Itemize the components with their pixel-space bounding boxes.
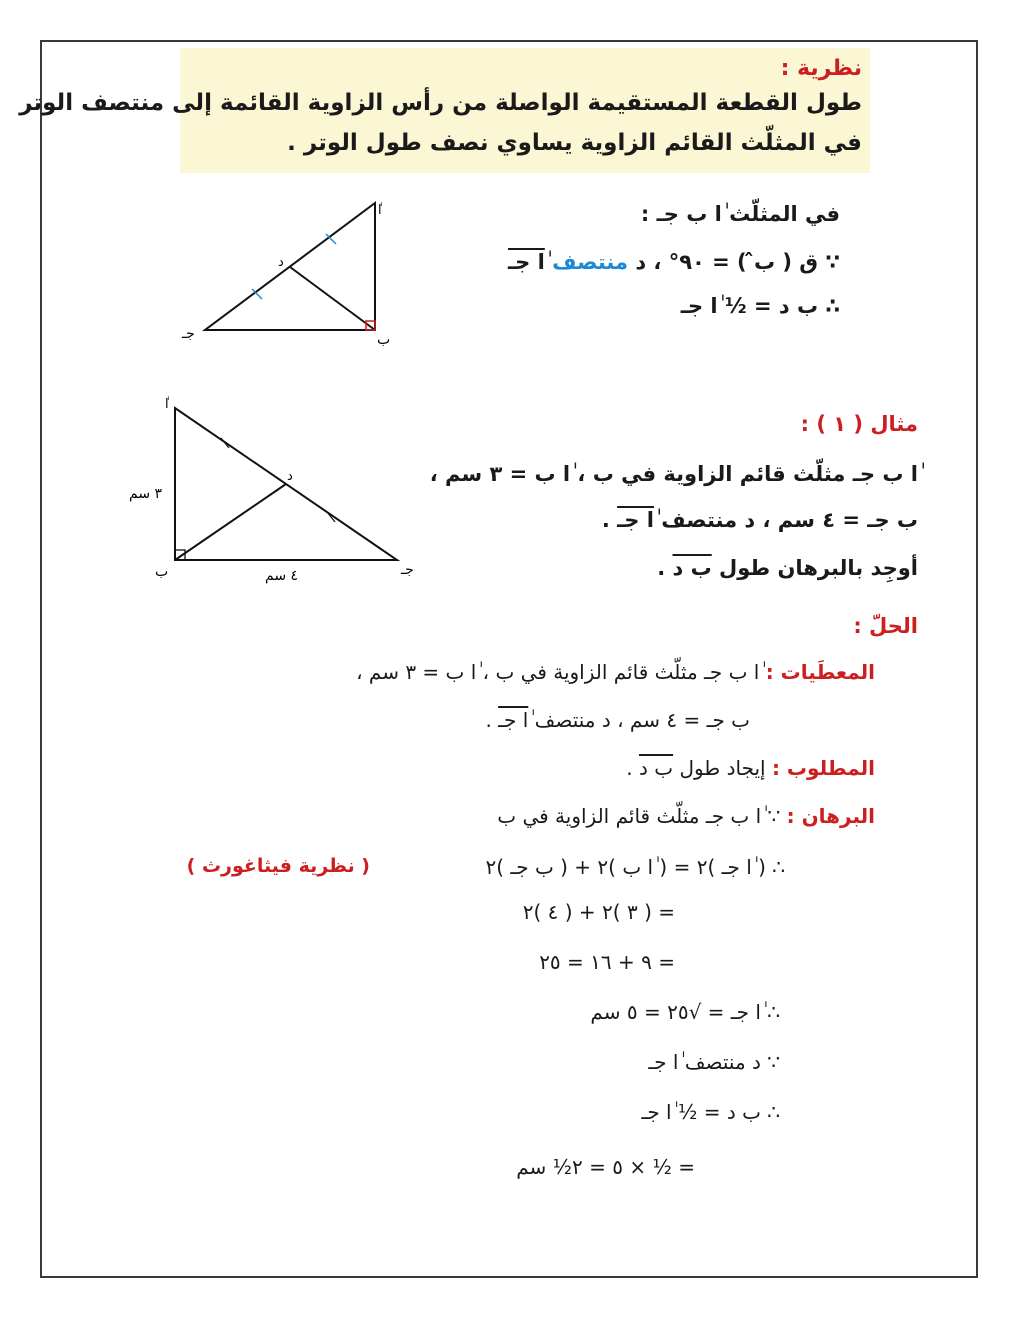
proof-step-6: ∴ ب د = ½ ٰا جـ — [641, 1100, 780, 1124]
example-bc-length: ٤ سم — [265, 568, 299, 584]
solution-title: الحلّ : — [853, 614, 918, 638]
triangle1-result: ∴ ب د = ½ ٰا جـ — [680, 294, 840, 318]
given-line-2 — [485, 708, 750, 732]
example-line-2 — [602, 508, 918, 532]
example-figure — [125, 390, 425, 590]
given-segment: ٰا جـ — [498, 708, 529, 732]
triangle1-label-a: ٰا — [378, 203, 382, 218]
example-line3-segment: ب د — [672, 556, 712, 580]
example-line3-prefix: أوجِد بالبرهان طول — [719, 556, 918, 580]
given-text-1: ٰا ب جـ مثلّث قائم الزاوية في ب ، ٰا ب = ٣ سم ، — [356, 660, 760, 684]
triangle1-given-prefix: ∵ ق ( ب̂ ) = ٩٠° ، د — [635, 250, 840, 274]
required-label: المطلوب : — [771, 756, 875, 780]
example-label-c: جـ — [401, 562, 414, 578]
required-segment: ب د — [638, 756, 674, 780]
theorem-line-2: في المثلّث القائم الزاوية يساوي نصف طول الوتر . — [287, 130, 862, 156]
proof-text-1: ∵ ٰا ب جـ مثلّث قائم الزاوية في ب — [497, 804, 781, 828]
example-line3-end: . — [657, 556, 666, 580]
example-line-3 — [657, 556, 918, 580]
example-label-b: ب — [155, 564, 169, 580]
proof-step-1: ∴ ( ٰا جـ )٢ = ( ٰا ب )٢ + ( ب جـ )٢ — [485, 855, 785, 879]
example-title: مثال ( ١ ) : — [800, 412, 918, 436]
triangle1-given-keyword: منتصف — [552, 250, 628, 274]
triangle1-median — [290, 267, 375, 330]
example-label-d: د — [287, 469, 293, 484]
triangle1-given-segment: ٰا جـ — [508, 250, 545, 274]
given-line-1 — [356, 660, 875, 684]
theorem-title: نظرية : — [780, 56, 862, 81]
example-label-a: ٰا — [165, 397, 169, 412]
required-prefix: إيجاد طول — [679, 756, 766, 780]
given-label: المعطَيات : — [765, 660, 875, 684]
proof-label: البرهان : — [786, 804, 875, 828]
example-line2-prefix: ب جـ = ٤ سم ، د منتصف — [661, 508, 918, 532]
triangle1-label-d: د — [278, 255, 284, 270]
proof-step-5: ∵ د منتصف ٰا جـ — [648, 1050, 780, 1074]
example-line-1: ٰا ب جـ مثلّث قائم الزاوية في ب ، ٰا ب = ٣ سم ، — [429, 462, 918, 486]
proof-line-1 — [497, 804, 875, 828]
example-ab-length: ٣ سم — [129, 486, 163, 502]
pythagoras-note: ( نظرية فيثاغورث ) — [186, 855, 370, 877]
proof-step-4: ∴ ٰا جـ = √٢٥ = ٥ سم — [590, 1000, 780, 1024]
example-line2-end: . — [601, 508, 610, 532]
proof-step-7: = ½ × ٥ = ٢½ سم — [516, 1155, 695, 1179]
triangle1-given — [508, 250, 840, 274]
proof-step-3: = ٩ + ١٦ = ٢٥ — [539, 950, 675, 974]
triangle1-label-c: جـ — [182, 326, 195, 342]
required-end: . — [626, 756, 633, 780]
theorem-line-1: طول القطعة المستقيمة الواصلة من رأس الزاوية القائمة إلى منتصف الوتر — [19, 90, 862, 116]
triangle1-figure — [170, 190, 410, 350]
required-line — [626, 756, 875, 780]
proof-step-2: = ( ٣ )٢ + ( ٤ )٢ — [522, 900, 675, 924]
given-end: . — [485, 708, 492, 732]
example-line2-segment: ٰا جـ — [617, 508, 654, 532]
example-median — [175, 484, 286, 560]
triangle1-label-b: ب — [377, 332, 391, 348]
triangle1-heading: في المثلّث ٰا ب جـ : — [640, 202, 840, 226]
given-text-2: ب جـ = ٤ سم ، د منتصف — [534, 708, 750, 732]
